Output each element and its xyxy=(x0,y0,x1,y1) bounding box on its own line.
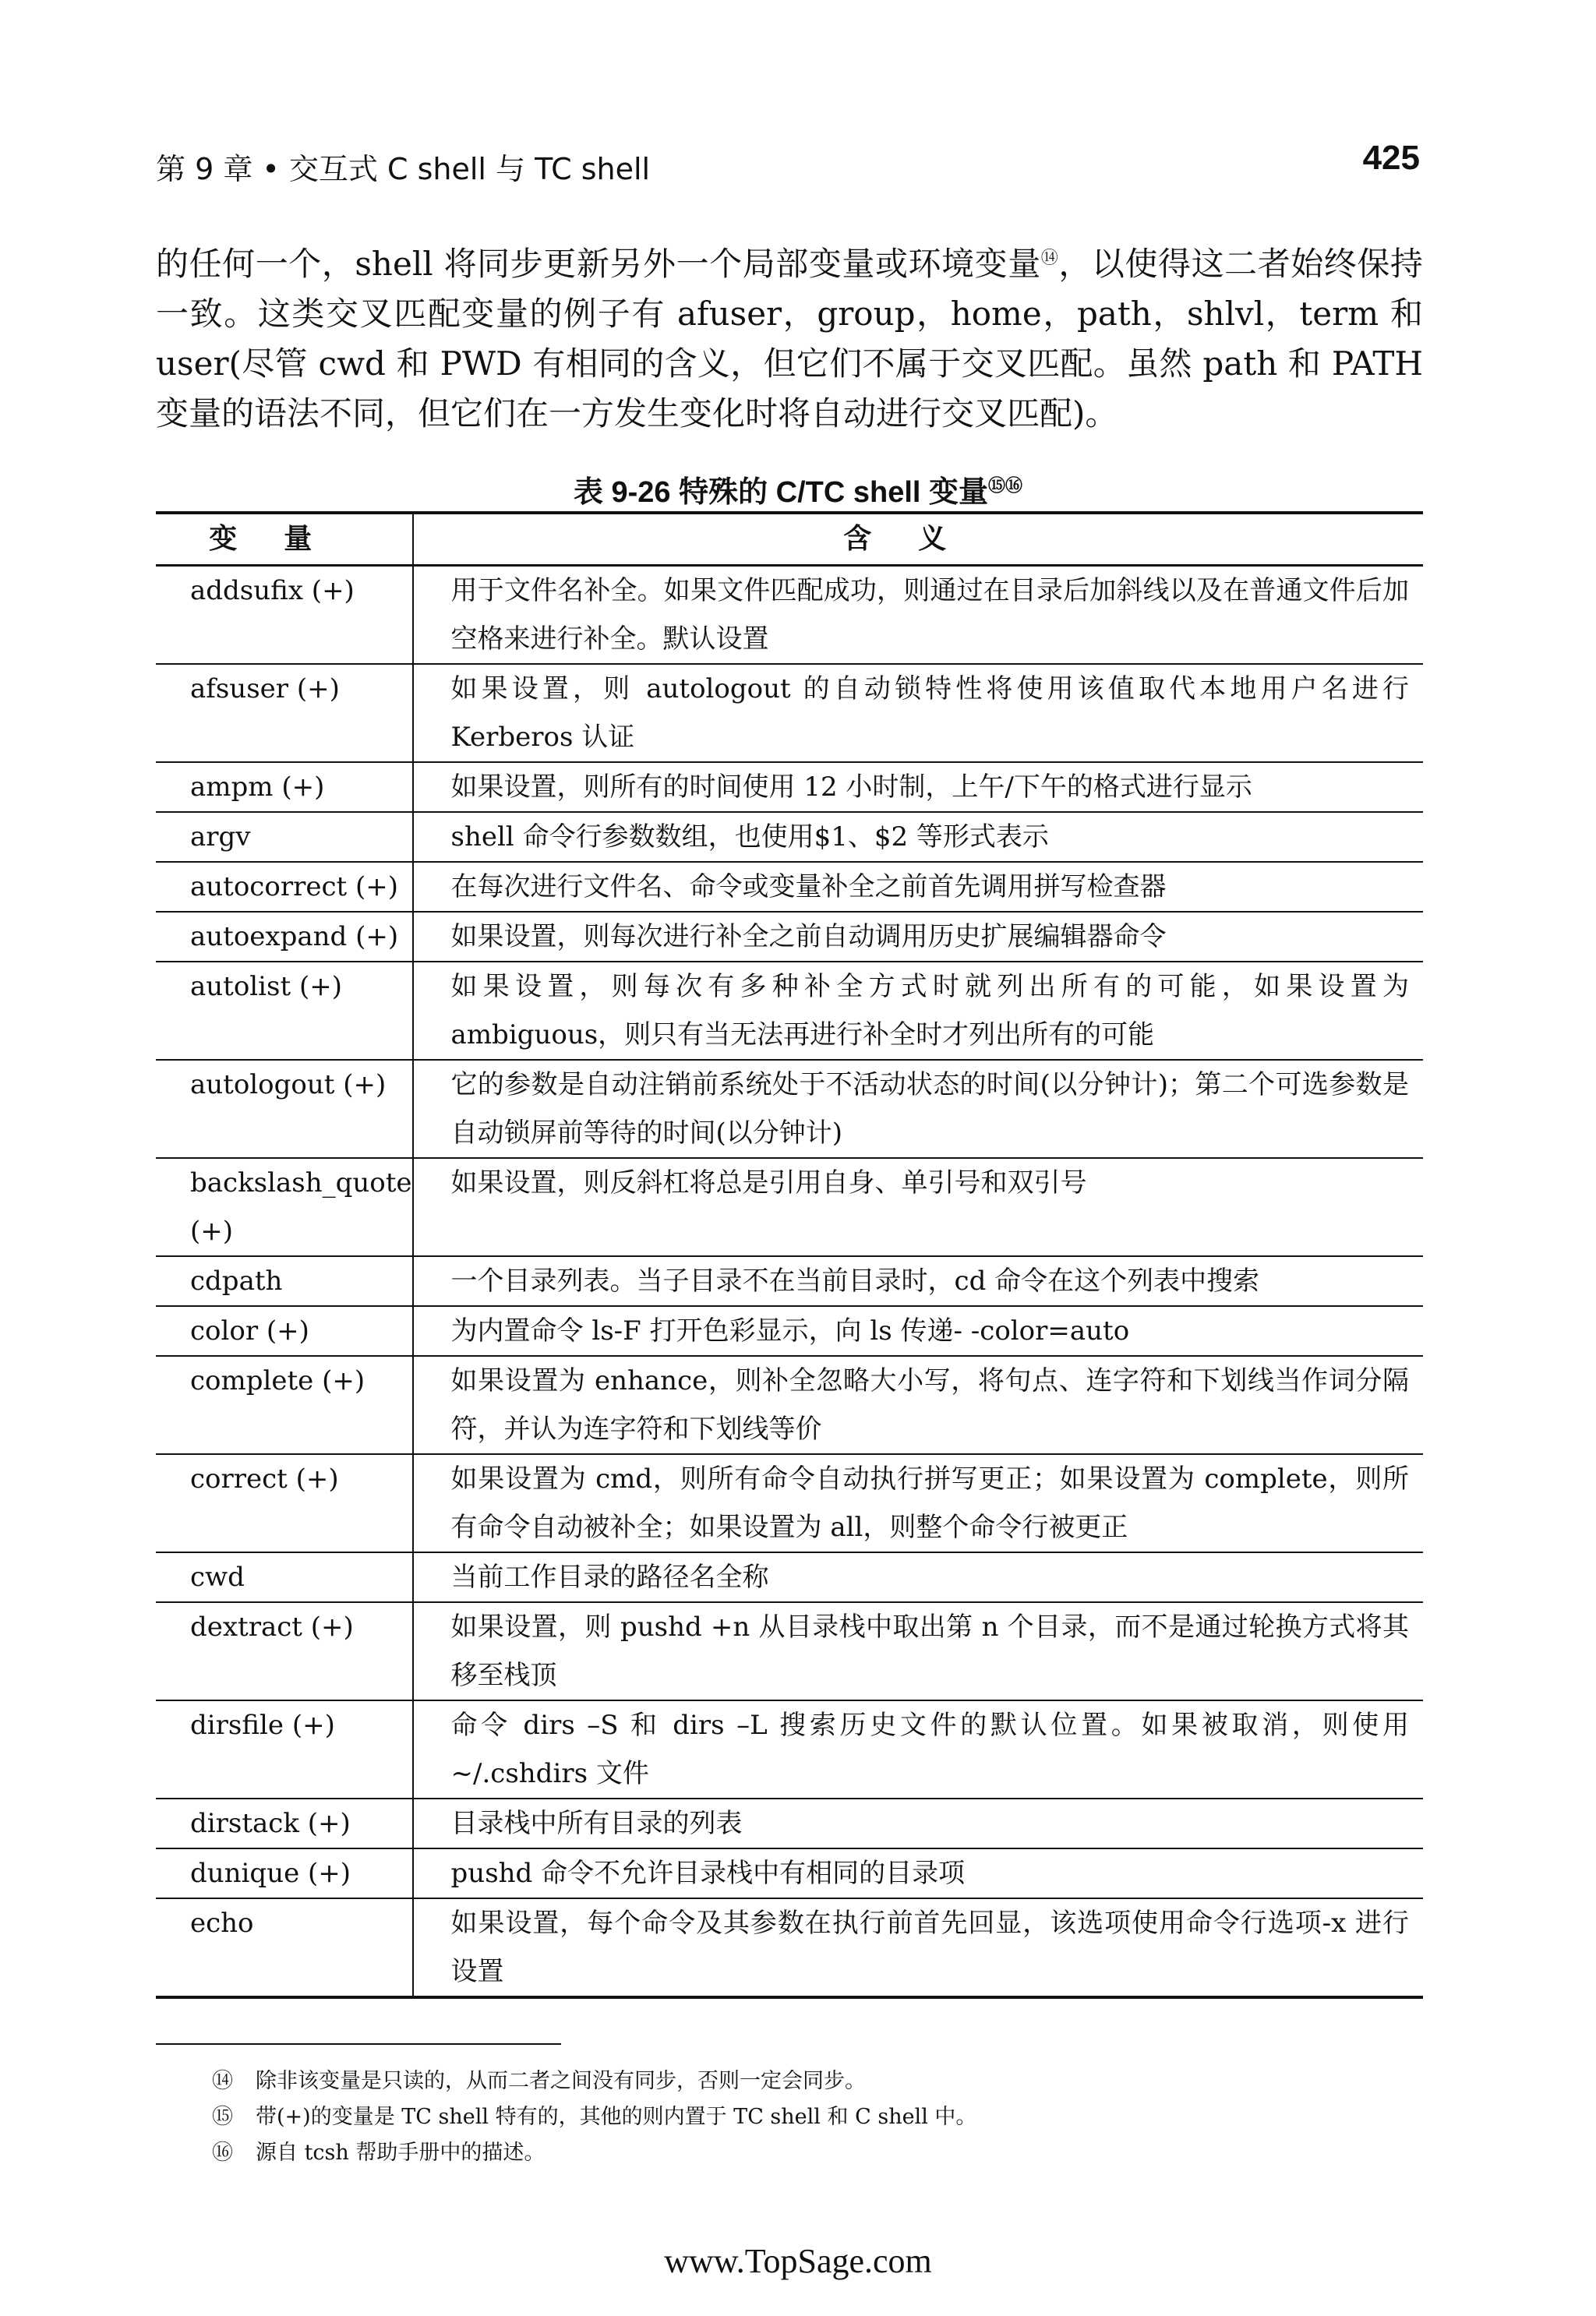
footnote-text: 除非该变量是只读的，从而二者之间没有同步，否则一定会同步。 xyxy=(256,2069,866,2093)
table-row xyxy=(156,1256,1423,1306)
variable-description: 它的参数是自动注销前系统处于不活动状态的时间(以分钟计)；第二个可选参数是自动锁屏前等待的时间(以分钟计) xyxy=(413,1060,1423,1158)
variable-name: color (+) xyxy=(156,1306,413,1356)
table-caption xyxy=(0,468,1596,510)
table-row xyxy=(156,1158,1423,1256)
footnote-divider xyxy=(156,2043,561,2045)
variable-description: pushd 命令不允许目录栈中有相同的目录项 xyxy=(413,1848,1423,1898)
footnote-text: 带(+)的变量是 TC shell 特有的，其他的则内置于 TC shell 和 C shell 中。 xyxy=(256,2105,977,2129)
table-row xyxy=(156,1306,1423,1356)
variable-name: addsufix (+) xyxy=(156,566,413,665)
variables-table xyxy=(156,511,1423,1999)
footnote xyxy=(212,2135,976,2171)
table-row xyxy=(156,1356,1423,1454)
variable-description: 如果设置，则反斜杠将总是引用自身、单引号和双引号 xyxy=(413,1158,1423,1256)
variable-name: afsuser (+) xyxy=(156,664,413,762)
variable-description: 一个目录列表。当子目录不在当前目录时，cd 命令在这个列表中搜索 xyxy=(413,1256,1423,1306)
table-row xyxy=(156,566,1423,665)
page-number: 425 xyxy=(1362,139,1420,177)
footnote xyxy=(212,2099,976,2135)
intro-paragraph xyxy=(156,234,1423,439)
table-caption-footnote-refs: ⑮⑯ xyxy=(988,475,1023,496)
variable-name: autocorrect (+) xyxy=(156,862,413,912)
variable-description: 当前工作目录的路径名全称 xyxy=(413,1552,1423,1602)
column-header-meaning: 含义 xyxy=(413,513,1423,566)
variable-description: 如果设置为 enhance，则补全忽略大小写，将句点、连字符和下划线当作词分隔符，并认为连字符和下划线等价 xyxy=(413,1356,1423,1454)
footnote-mark: ⑮ xyxy=(212,2105,233,2129)
variable-description: 如果设置，则每次进行补全之前自动调用历史扩展编辑器命令 xyxy=(413,912,1423,962)
variable-name: dextract (+) xyxy=(156,1602,413,1700)
variable-name: autologout (+) xyxy=(156,1060,413,1158)
paragraph-text-1: 的任何一个，shell 将同步更新另外一个局部变量或环境变量 xyxy=(156,245,1041,283)
variable-description: 为内置命令 ls-F 打开色彩显示，向 ls 传递- -color=auto xyxy=(413,1306,1423,1356)
variable-name: echo xyxy=(156,1898,413,1997)
table-row xyxy=(156,1060,1423,1158)
footnote xyxy=(212,2064,976,2099)
variable-name: dirstack (+) xyxy=(156,1799,413,1848)
variable-name: autoexpand (+) xyxy=(156,912,413,962)
variable-description: 如果设置为 cmd，则所有命令自动执行拼写更正；如果设置为 complete，则所有命令自动被补全；如果设置为 all，则整个命令行被更正 xyxy=(413,1454,1423,1552)
table-row xyxy=(156,1799,1423,1848)
variable-name: cwd xyxy=(156,1552,413,1602)
table-caption-text: 表 9-26 特殊的 C/TC shell 变量 xyxy=(573,476,989,509)
footnote-text: 源自 tcsh 帮助手册中的描述。 xyxy=(256,2141,546,2165)
table-header-row xyxy=(156,513,1423,566)
table-row xyxy=(156,1700,1423,1799)
footnote-ref-14: ⑭ xyxy=(1040,249,1059,268)
chapter-header: 第 9 章 • 交互式 C shell 与 TC shell xyxy=(156,152,651,186)
table-row xyxy=(156,1848,1423,1898)
variable-name: dirsfile (+) xyxy=(156,1700,413,1799)
footnotes xyxy=(212,2064,976,2171)
variable-name: dunique (+) xyxy=(156,1848,413,1898)
variable-description: 如果设置，则所有的时间使用 12 小时制，上午/下午的格式进行显示 xyxy=(413,762,1423,812)
table-row xyxy=(156,1602,1423,1700)
column-header-variable: 变量 xyxy=(156,513,413,566)
variable-description: 如果设置，则 autologout 的自动锁特性将使用该值取代本地用户名进行 Kerberos 认证 xyxy=(413,664,1423,762)
variable-description: 如果设置，则每次有多种补全方式时就列出所有的可能，如果设置为 ambiguous，则只有当无法再进行补全时才列出所有的可能 xyxy=(413,962,1423,1060)
table-row xyxy=(156,962,1423,1060)
table-row xyxy=(156,1898,1423,1997)
variable-name: autolist (+) xyxy=(156,962,413,1060)
variable-description: 如果设置，则 pushd +n 从目录栈中取出第 n 个目录，而不是通过轮换方式将其移至栈顶 xyxy=(413,1602,1423,1700)
variable-name: correct (+) xyxy=(156,1454,413,1552)
table-row xyxy=(156,912,1423,962)
variable-name: cdpath xyxy=(156,1256,413,1306)
table-row xyxy=(156,1454,1423,1552)
paragraph-text-2: ，以使得这二者始终保持一致。这类交叉匹配变量的例子有 afuser，group，home，path，shlvl，term 和 user(尽管 cwd 和 PWD 有相同的含义，但它们不属于交叉匹配。虽然 path 和 PATH 变量的语法不同，但它们在一方发生变化时将自动进行交叉匹配)。 xyxy=(156,245,1423,432)
variable-description: shell 命令行参数数组，也使用$1、$2 等形式表示 xyxy=(413,812,1423,862)
table-row xyxy=(156,812,1423,862)
footnote-mark: ⑭ xyxy=(212,2069,233,2093)
table-row xyxy=(156,664,1423,762)
variable-description: 用于文件名补全。如果文件匹配成功，则通过在目录后加斜线以及在普通文件后加空格来进行补全。默认设置 xyxy=(413,566,1423,665)
variable-description: 如果设置，每个命令及其参数在执行前首先回显，该选项使用命令行选项-x 进行设置 xyxy=(413,1898,1423,1997)
variable-name: ampm (+) xyxy=(156,762,413,812)
table-row xyxy=(156,762,1423,812)
variable-description: 在每次进行文件名、命令或变量补全之前首先调用拼写检查器 xyxy=(413,862,1423,912)
footnote-mark: ⑯ xyxy=(212,2141,233,2165)
variable-name: backslash_quote (+) xyxy=(156,1158,413,1256)
table-row xyxy=(156,1552,1423,1602)
site-watermark: www.TopSage.com xyxy=(664,2242,932,2280)
table-row xyxy=(156,862,1423,912)
variable-description: 命令 dirs –S 和 dirs –L 搜索历史文件的默认位置。如果被取消，则使用~/.cshdirs 文件 xyxy=(413,1700,1423,1799)
variable-name: complete (+) xyxy=(156,1356,413,1454)
variable-name: argv xyxy=(156,812,413,862)
variable-description: 目录栈中所有目录的列表 xyxy=(413,1799,1423,1848)
